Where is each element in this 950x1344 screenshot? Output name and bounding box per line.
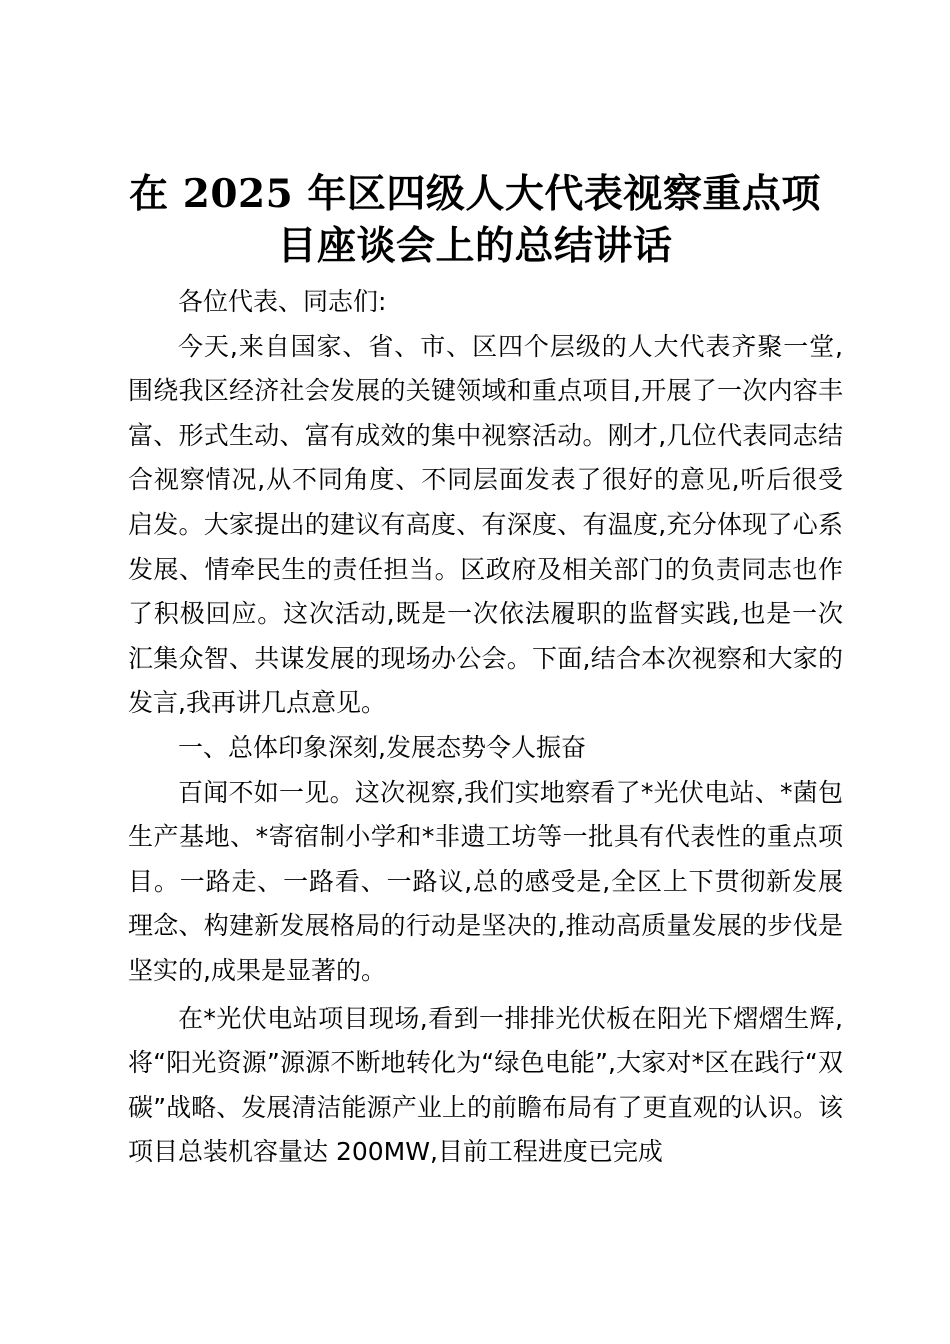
- salutation: 各位代表、同志们:: [178, 287, 387, 316]
- document-body: [128, 280, 843, 1175]
- document-title: 在 2025 年区四级人大代表视察重点项目座谈会上的总结讲话: [129, 171, 821, 269]
- paragraph-overview: 百闻不如一见。这次视察,我们实地察看了*光伏电站、*菌包生产基地、*寄宿制小学和*非遗工坊等一批具有代表性的重点项目。一路走、一路看、一路议,总的感受是,全区上下贯彻新发展理念、构建新发展格局的行动是坚决的,推动高质量发展的步伐是坚实的,成果是显著的。: [128, 777, 843, 985]
- section-heading: 一、总体印象深刻,发展态势令人振奋: [178, 732, 586, 762]
- paragraph-photovoltaic: 在*光伏电站项目现场,看到一排排光伏板在阳光下熠熠生辉,将“阳光资源”源源不断地转化为“绿色电能”,大家对*区在践行“双碳”战略、发展清洁能源产业上的前瞻布局有了更直观的认识。该项目总装机容量达 200MW,目前工程进度已完成: [128, 1003, 843, 1167]
- paragraph-opening: 今天,来自国家、省、市、区四个层级的人大代表齐聚一堂,围绕我区经济社会发展的关键领域和重点项目,开展了一次内容丰富、形式生动、富有成效的集中视察活动。刚才,几位代表同志结合视察情况,从不同角度、不同层面发表了很好的意见,听后很受启发。大家提出的建议有高度、有深度、有温度,充分体现了心系发展、情牵民生的责任担当。区政府及相关部门的负责同志也作了积极回应。这次活动,既是一次依法履职的监督实践,也是一次汇集众智、共谋发展的现场办公会。下面,结合本次视察和大家的发言,我再讲几点意见。: [128, 331, 843, 718]
